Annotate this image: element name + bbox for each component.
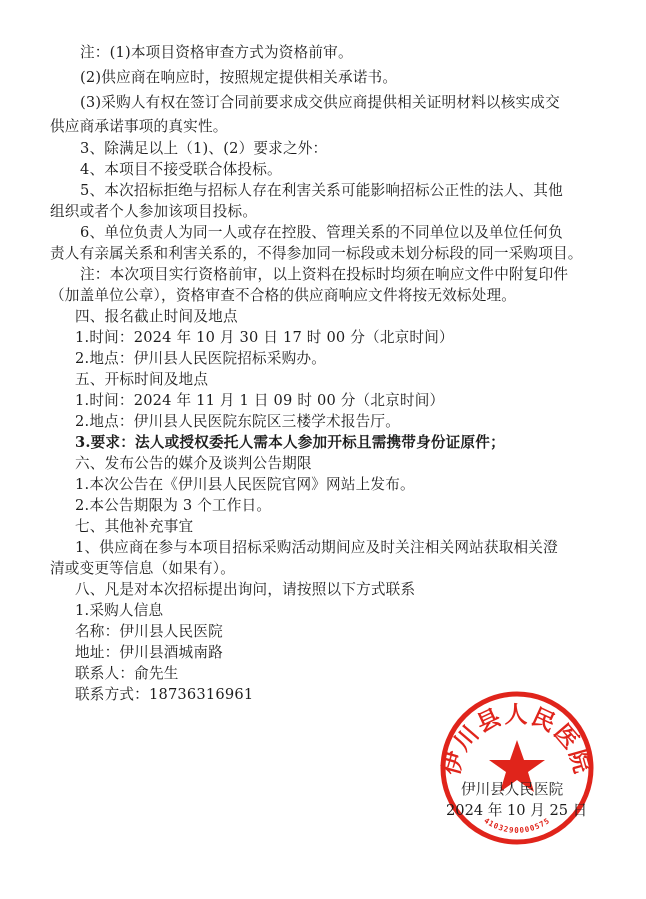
line-item-5: 5、本次招标拒绝与招标人存在利害关系可能影响招标公正性的法人、其他 — [80, 182, 563, 199]
line-note-3: (3)采购人有权在签订合同前要求成交供应商提供相关证明材料以核实成交 — [80, 94, 560, 111]
line-note-1: 注：(1)本项目资格审查方式为资格前审。 — [80, 44, 353, 61]
signature-org: 伊川县人民医院 — [461, 781, 564, 798]
section-6-heading: 六、发布公告的媒介及谈判公告期限 — [75, 455, 312, 472]
section-5-place: 2.地点：伊川县人民医院东院区三楼学术报告厅。 — [75, 413, 400, 430]
section-5-heading: 五、开标时间及地点 — [75, 371, 209, 388]
line-note-3-cont: 供应商承诺事项的真实性。 — [50, 118, 228, 135]
official-seal — [437, 688, 597, 848]
purchaser-phone: 联系方式：18736316961 — [75, 686, 254, 703]
section-8-heading: 八、凡是对本次招标提出询问，请按照以下方式联系 — [75, 581, 416, 598]
section-6-item-1: 1.本次公告在《伊川县人民医院官网》网站上发布。 — [75, 476, 415, 493]
section-4-time: 1.时间：2024 年 10 月 30 日 17 时 00 分（北京时间） — [75, 329, 454, 346]
purchaser-address: 地址：伊川县酒城南路 — [75, 644, 223, 661]
seal-number: 4103290000575 — [482, 815, 552, 835]
line-item-4: 4、本项目不接受联合体投标。 — [80, 161, 282, 178]
section-6-item-2: 2.本公告期限为 3 个工作日。 — [75, 497, 272, 514]
purchaser-contact: 联系人：俞先生 — [75, 665, 179, 682]
line-item-5-cont: 组织或者个人参加该项目投标。 — [50, 203, 258, 220]
section-4-heading: 四、报名截止时间及地点 — [75, 308, 238, 325]
section-7-item-1-cont: 清或变更等信息（如果有）。 — [50, 560, 236, 577]
line-note-4-cont: （加盖单位公章），资格审查不合格的供应商响应文件将按无效标处理。 — [50, 287, 517, 304]
purchaser-name: 名称：伊川县人民医院 — [75, 623, 223, 640]
purchaser-info-heading: 1.采购人信息 — [75, 602, 164, 619]
line-item-6: 6、单位负责人为同一人或存在控股、管理关系的不同单位以及单位任何负 — [80, 224, 563, 241]
section-7-heading: 七、其他补充事宜 — [75, 518, 194, 535]
section-5-requirement: 3.要求：法人或授权委托人需本人参加开标且需携带身份证原件； — [75, 434, 505, 451]
line-note-2: (2)供应商在响应时，按照规定提供相关承诺书。 — [80, 69, 398, 86]
seal-text: 伊川县人民医院 — [438, 702, 596, 778]
section-4-place: 2.地点：伊川县人民医院招标采购办。 — [75, 350, 327, 367]
signature-date: 2024 年 10 月 25 日 — [446, 802, 588, 819]
section-5-time: 1.时间：2024 年 11 月 1 日 09 时 00 分（北京时间） — [75, 392, 445, 409]
line-note-4: 注：本次项目实行资格前审，以上资料在投标时均须在响应文件中附复印件 — [80, 266, 569, 283]
line-item-6-cont: 责人有亲属关系和利害关系的，不得参加同一标段或未划分标段的同一采购项目。 — [50, 245, 583, 262]
section-7-item-1: 1、供应商在参与本项目招标采购活动期间应及时关注相关网站获取相关澄 — [75, 539, 558, 556]
line-item-3: 3、除满足以上（1)、(2）要求之外： — [80, 140, 328, 157]
